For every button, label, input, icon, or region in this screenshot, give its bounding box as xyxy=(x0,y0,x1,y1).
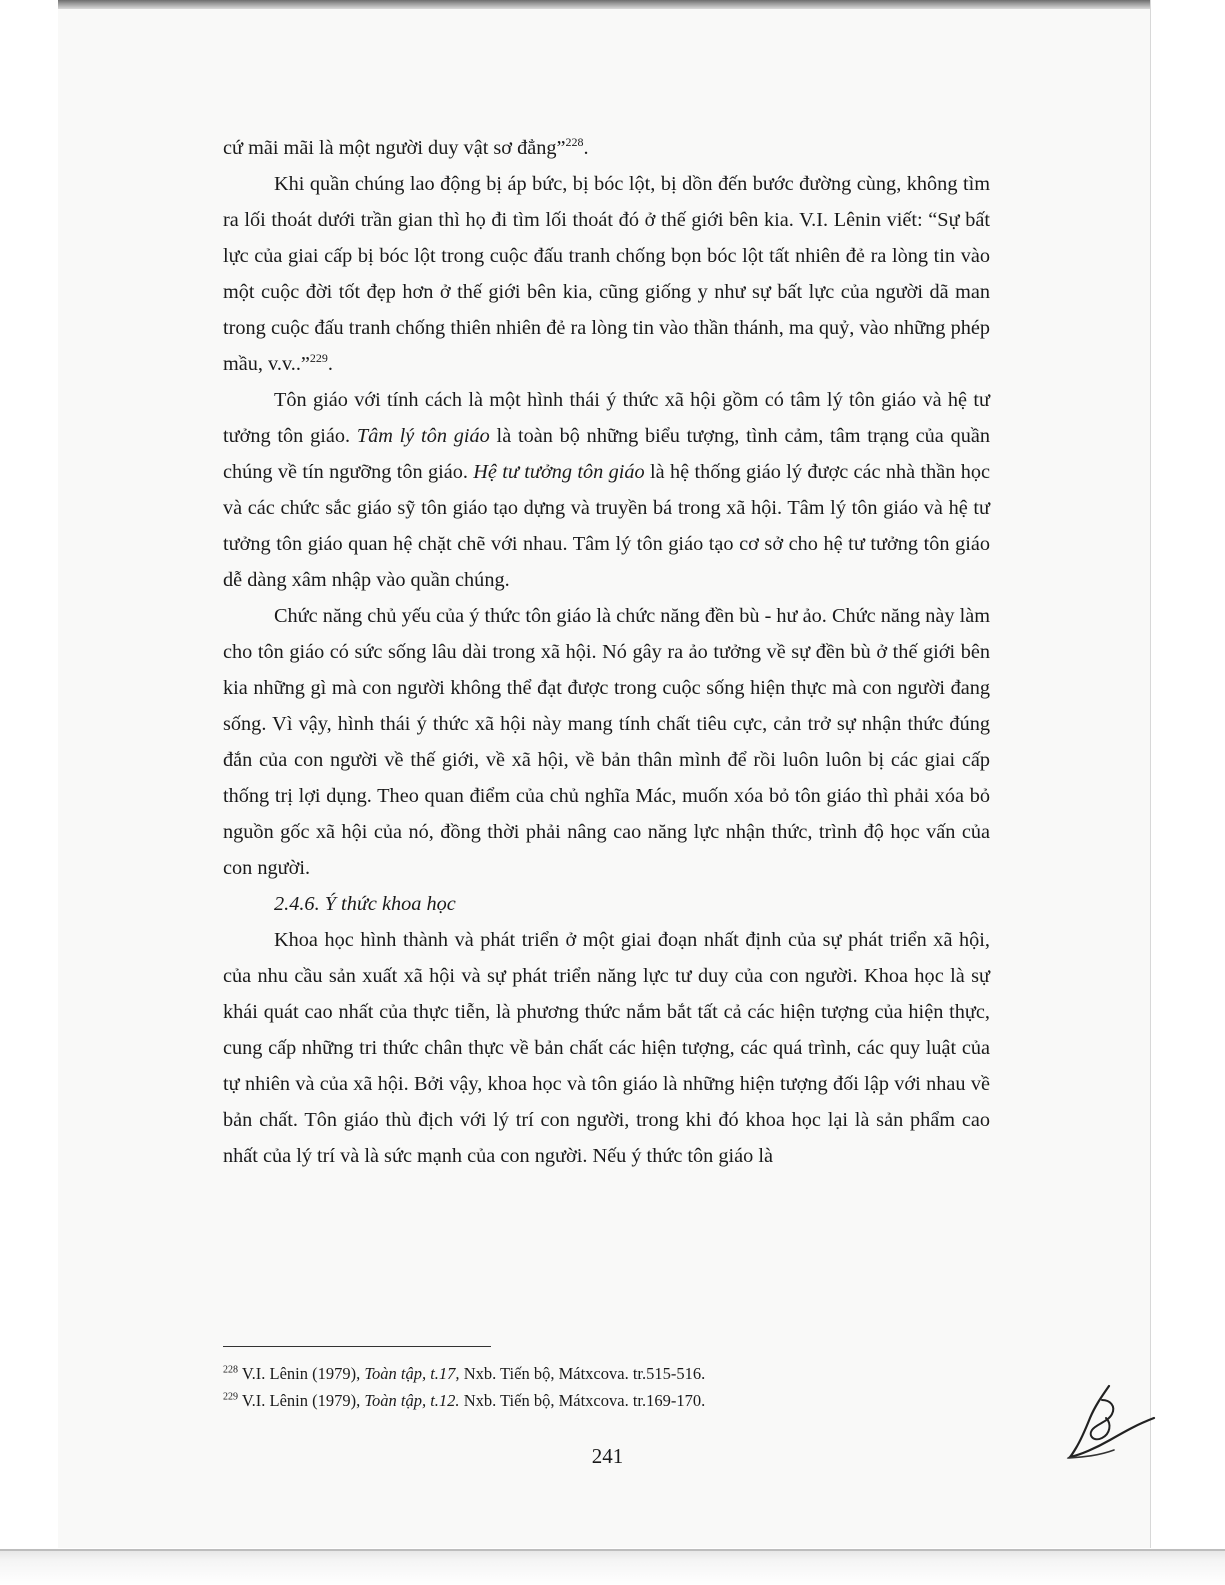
footnote-ref: 228 xyxy=(565,135,584,150)
page-number-text: 241 xyxy=(591,1444,624,1468)
paragraph-tail: . xyxy=(327,353,333,375)
italic-term: Hệ tư tưởng tôn giáo xyxy=(473,461,645,483)
paragraph-text: là toàn bộ những biểu tượng, tình cảm, tâm trạng của quần chúng về tín ngưỡng tôn giáo. xyxy=(223,425,990,483)
scan-bottom-edge-line xyxy=(0,1549,1225,1551)
paragraph-compensation-function xyxy=(223,598,990,886)
paragraph-text: cứ mãi mãi là một người duy vật sơ đẳng” xyxy=(223,137,566,159)
footnote-ref: 229 xyxy=(309,351,328,366)
paragraph-text: Khoa học hình thành và phát triển ở một giai đoạn nhất định của sự phát triển xã hội, của nhu cầu sản xuất xã hội và sự phát triển năng lực tư duy của con người. Khoa học là sự khái quát cao nhất của thực tiễn, là phương thức nắm bắt tất cả các hiện tượng của hiện thực, cung cấp những tri thức chân thực về bản chất các hiện tượng, các quá trình, các quy luật của tự nhiên và của xã hội. Bởi vậy, khoa học và tôn giáo là những hiện tượng đối lập với nhau về bản chất. Tôn giáo thù địch với lý trí con người, trong khi đó khoa học lại là sản phẩm cao nhất của lý trí và là sức mạnh của con người. Nếu ý thức tôn giáo là xyxy=(223,929,990,1167)
paragraph-tail: . xyxy=(583,137,589,159)
footnote-text: Nxb. Tiến bộ, Mátxcova. tr.169-170. xyxy=(459,1391,706,1410)
footnote-228 xyxy=(223,1360,990,1387)
paragraph-continuation xyxy=(223,130,990,166)
footnote-229 xyxy=(223,1387,990,1414)
italic-term: Tâm lý tôn giáo xyxy=(356,425,490,447)
page-top-edge-shadow xyxy=(58,0,1150,9)
footnote-number: 228 xyxy=(223,1364,238,1376)
scan-bottom-margin xyxy=(0,1549,1225,1585)
section-heading: 2.4.6. Ý thức khoa học xyxy=(274,893,456,915)
paragraph-religion-psychology xyxy=(223,382,990,598)
paragraph-science xyxy=(223,922,990,1174)
footnotes xyxy=(223,1360,990,1414)
footnote-separator xyxy=(223,1346,491,1347)
footnote-text: V.I. Lênin (1979), xyxy=(241,1364,365,1383)
footnote-number: 229 xyxy=(223,1391,238,1403)
footnote-title: Toàn tập, t.12. xyxy=(364,1391,460,1410)
paragraph-lenin-quote xyxy=(223,166,990,382)
paragraph-text: Tôn giáo với tính cách là một hình thái ý thức xã hội gồm có tâm lý tôn giáo và hệ tư tưởng tôn giáo. xyxy=(223,389,990,447)
footnote-text: V.I. Lênin (1979), xyxy=(241,1391,365,1410)
paragraph-text: là hệ thống giáo lý được các nhà thần học và các chức sắc giáo sỹ tôn giáo tạo dựng và truyền bá trong xã hội. Tâm lý tôn giáo và hệ tư tưởng tôn giáo quan hệ chặt chẽ với nhau. Tâm lý tôn giáo tạo cơ sở cho hệ tư tưởng tôn giáo dễ dàng xâm nhập vào quần chúng. xyxy=(223,461,990,591)
body-text xyxy=(223,130,990,1174)
signature-icon xyxy=(1062,1378,1157,1460)
paragraph-text: Khi quần chúng lao động bị áp bức, bị bóc lột, bị dồn đến bước đường cùng, không tìm ra lối thoát dưới trần gian thì họ đi tìm lối thoát đó ở thế giới bên kia. V.I. Lênin viết: “Sự bất lực của giai cấp bị bóc lột trong cuộc đấu tranh chống bọn bóc lột tất nhiên đẻ ra lòng tin vào một cuộc đời tốt đẹp hơn ở thế giới bên kia, cũng giống y như sự bất lực của người dã man trong cuộc đấu tranh chống thiên nhiên đẻ ra lòng tin vào thần thánh, ma quỷ, vào những phép mầu, v.v..” xyxy=(223,173,990,375)
footnote-title: Toàn tập, t.17, xyxy=(364,1364,460,1383)
footnote-text: Nxb. Tiến bộ, Mátxcova. tr.515-516. xyxy=(459,1364,706,1383)
paragraph-text: Chức năng chủ yếu của ý thức tôn giáo là chức năng đền bù - hư ảo. Chức năng này làm cho tôn giáo có sức sống lâu dài trong xã hội. Nó gây ra ảo tưởng về sự đền bù ở thế giới bên kia những gì mà con người không thể đạt được trong cuộc sống hiện thực mà con người đang sống. Vì vậy, hình thái ý thức xã hội này mang tính chất tiêu cực, cản trở sự nhận thức đúng đắn của con người về thế giới, về xã hội, về bản thân mình để rồi luôn luôn bị các giai cấp thống trị lợi dụng. Theo quan điểm của chủ nghĩa Mác, muốn xóa bỏ tôn giáo thì phải xóa bỏ nguồn gốc xã hội của nó, đồng thời phải nâng cao năng lực nhận thức, trình độ học vấn của con người. xyxy=(223,605,990,879)
page-number xyxy=(0,1441,1225,1471)
